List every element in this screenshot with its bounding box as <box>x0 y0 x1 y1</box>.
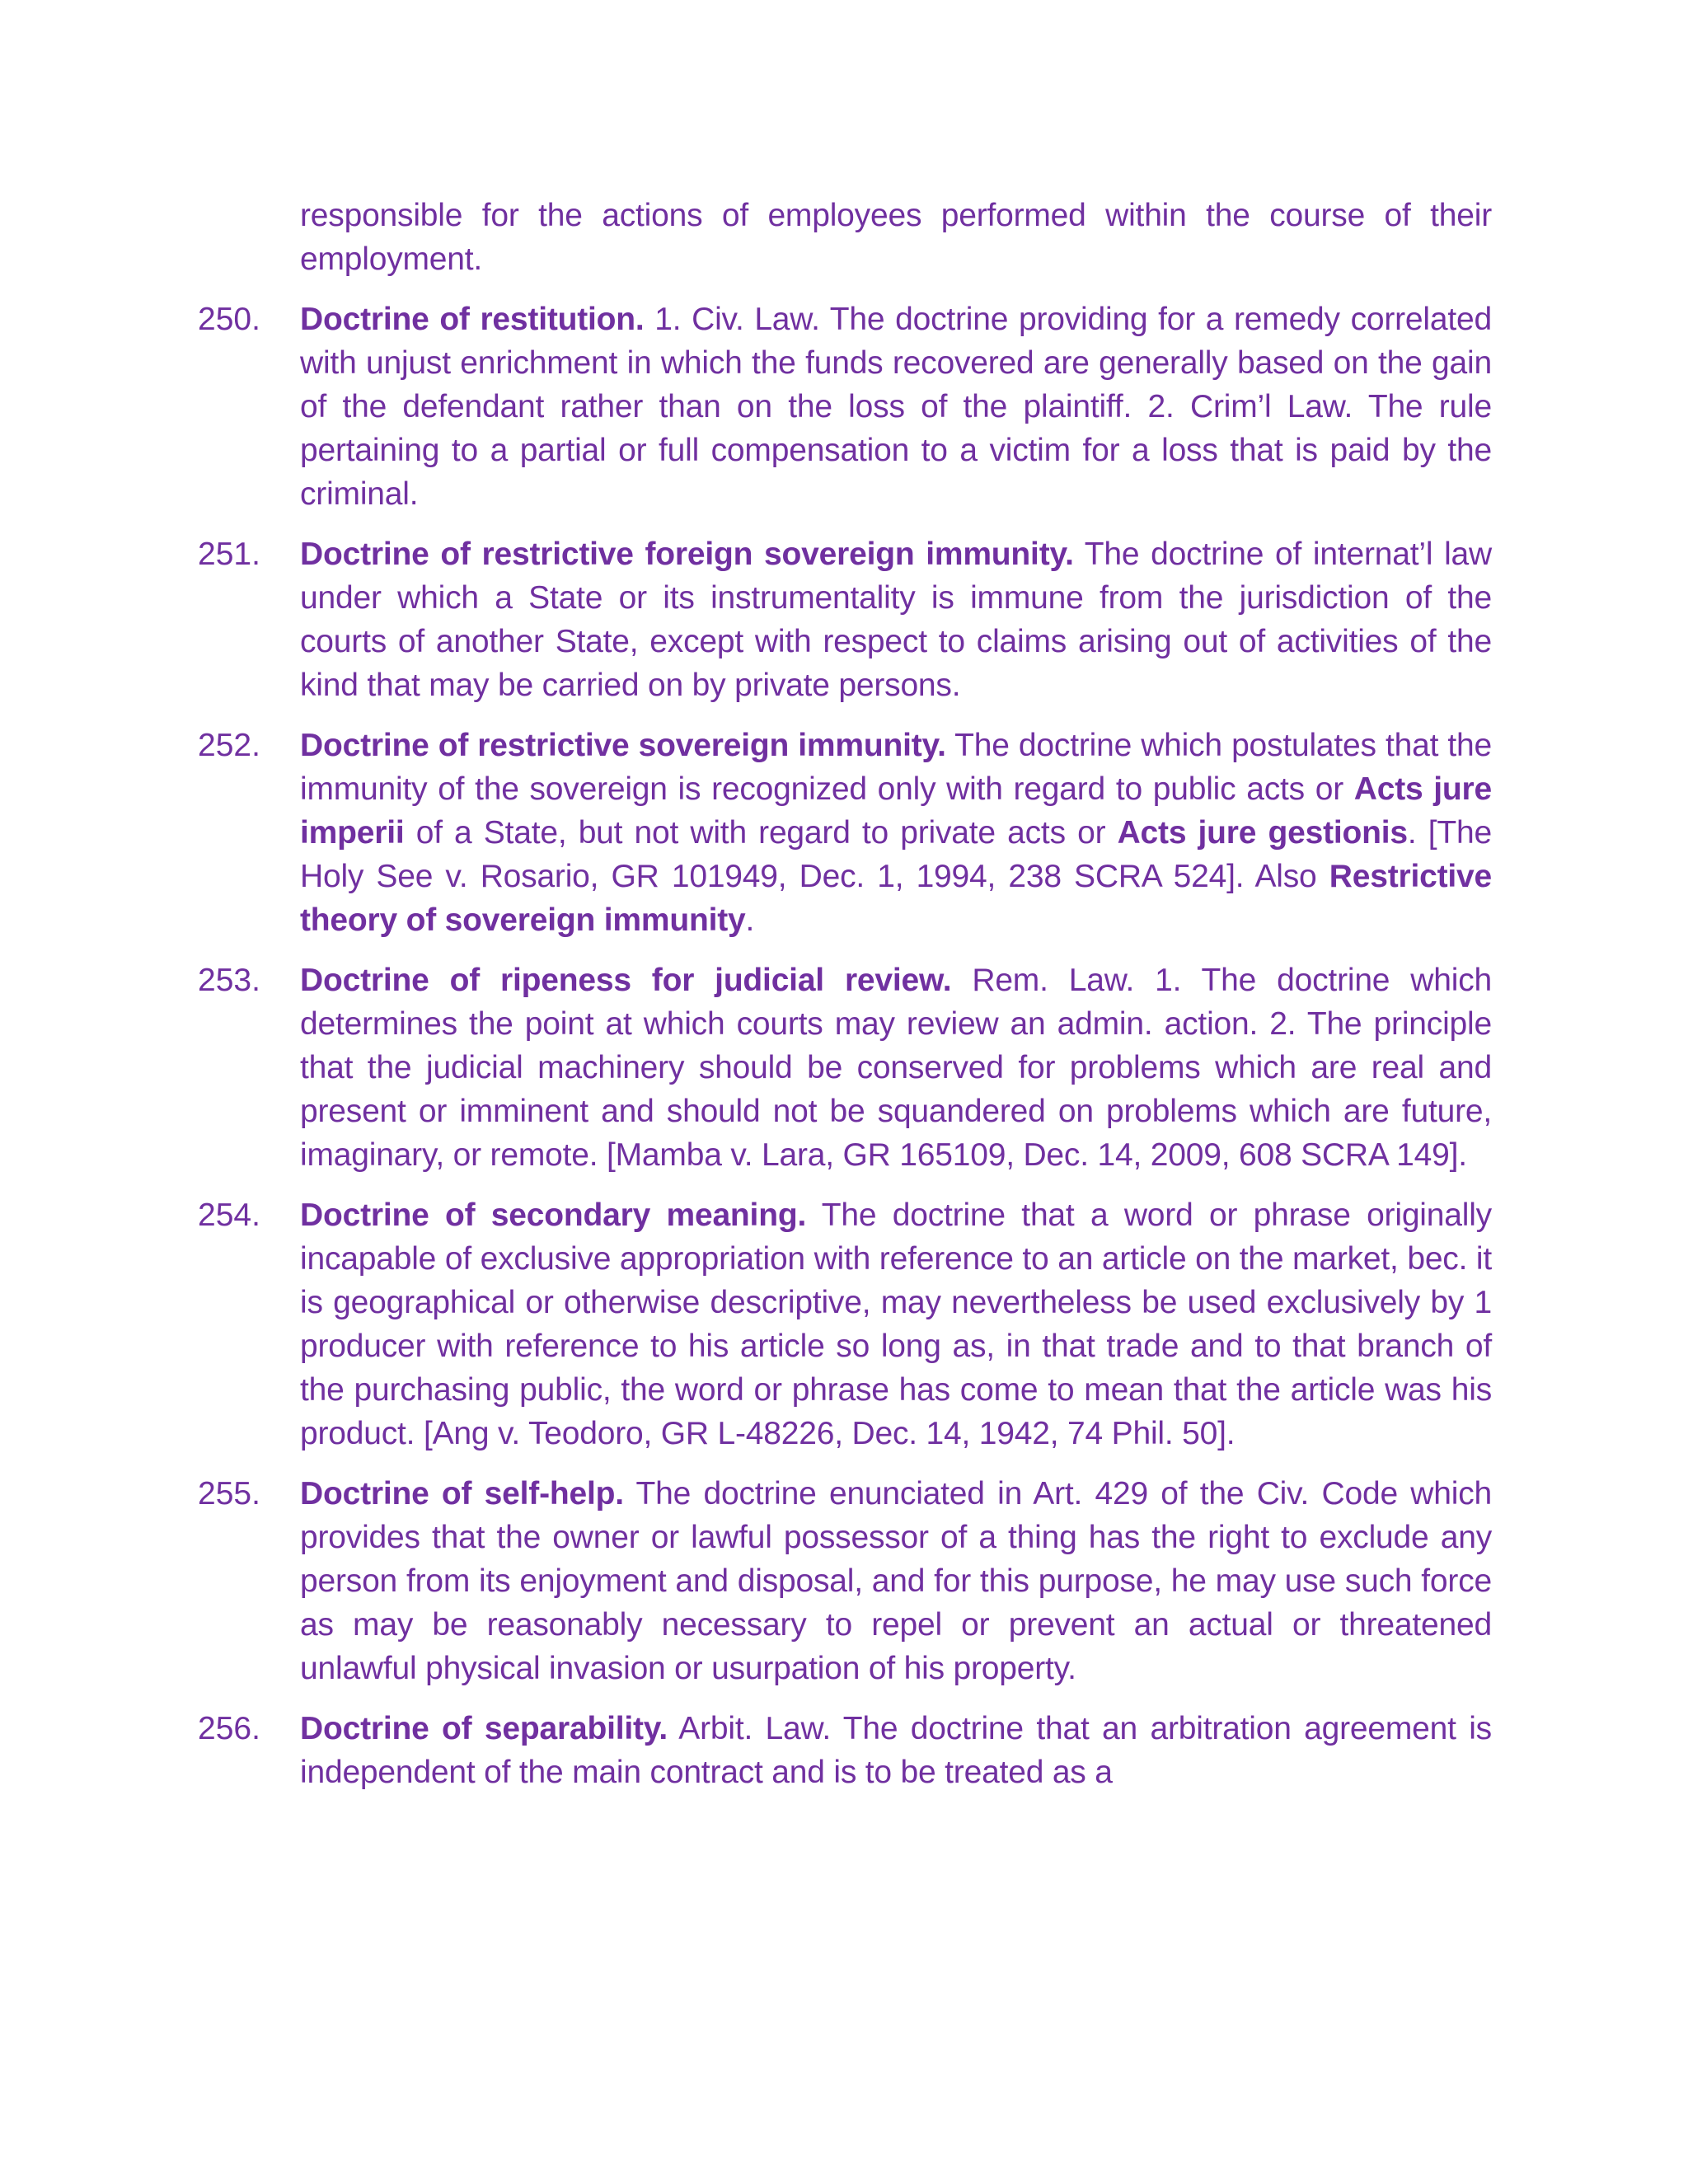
entry-number: 252. <box>198 728 260 763</box>
entry-definition: responsible for the actions of employees performed within the course of their employment. <box>300 198 1492 277</box>
glossary-entry-251 <box>198 532 1492 707</box>
glossary-entry-255 <box>198 1472 1492 1690</box>
entry-term: Doctrine of self-help. <box>300 1476 624 1511</box>
entry-term: Doctrine of restitution. <box>300 302 645 337</box>
glossary-entry-252 <box>198 724 1492 942</box>
entry-definition: The doctrine of internat’l law under which a State or its instrumentality is immune from the jurisdiction of the courts of another State, except with respect to claims arising out of activities of the kind that may be carried on by private persons. <box>300 537 1492 703</box>
entry-definition: The doctrine which postulates that the immunity of the sovereign is recognized only with regard to public acts or <box>300 728 1492 807</box>
entry-term: Doctrine of secondary meaning. <box>300 1197 807 1233</box>
entry-definition: The doctrine that a word or phrase originally incapable of exclusive appropriation with reference to an article on the market, bec. it is geographical or otherwise descriptive, may nevertheless be used exclusively by 1 producer with reference to his article so long as, in that trade and to that branch of the purchasing public, the word or phrase has come to mean that the article was his product. [Ang v. Teodoro, GR L-48226, Dec. 14, 1942, 74 Phil. 50]. <box>300 1197 1492 1451</box>
entry-text <box>300 724 1492 942</box>
entry-text <box>300 1707 1492 1794</box>
entry-text <box>300 194 1492 281</box>
glossary-entry-253 <box>198 958 1492 1177</box>
entry-text <box>300 1193 1492 1455</box>
entry-text <box>300 298 1492 516</box>
entry-text <box>300 958 1492 1177</box>
glossary-entry-250 <box>198 298 1492 516</box>
entry-number: 255. <box>198 1476 260 1511</box>
glossary-entry-continued <box>198 194 1492 281</box>
entry-definition: Rem. Law. 1. The doctrine which determines the point at which courts may review an admin. action. 2. The principle that the judicial machinery should be conserved for problems which are real and present or imminent and should not be squandered on problems which are future, imaginary, or remote. [Mamba v. Lara, GR 165109, Dec. 14, 2009, 608 SCRA 149]. <box>300 963 1493 1173</box>
entry-text <box>300 532 1492 707</box>
entry-definition: 1. Civ. Law. The doctrine providing for a remedy correlated with unjust enrichment in which the funds recovered are generally based on the gain of the defendant rather than on the loss of the plaintiff. 2. Crim’l Law. The rule pertaining to a partial or full compensation to a victim for a loss that is paid by the criminal. <box>300 302 1492 512</box>
glossary-entry-254 <box>198 1193 1492 1455</box>
entry-number: 254. <box>198 1197 260 1233</box>
entry-definition: Arbit. Law. The doctrine that an arbitration agreement is independent of the main contract and is to be treated as a <box>300 1711 1492 1790</box>
entry-definition: . [The Holy See v. Rosario, GR 101949, Dec. 1, 1994, 238 SCRA 524]. Also <box>300 815 1493 894</box>
cross-reference-term: Acts jure gestionis <box>1117 815 1408 851</box>
entry-term: Doctrine of restrictive sovereign immunity. <box>300 728 946 763</box>
entry-definition: of a State, but not with regard to private acts or <box>404 815 1118 851</box>
glossary-entry-256 <box>198 1707 1492 1794</box>
entry-number: 250. <box>198 302 260 337</box>
entry-term: Doctrine of ripeness for judicial review. <box>300 963 952 998</box>
entry-term: Doctrine of separability. <box>300 1711 668 1746</box>
entry-number: 253. <box>198 963 260 998</box>
entry-text <box>300 1472 1492 1690</box>
glossary-entries <box>198 194 1492 1811</box>
entry-definition: The doctrine enunciated in Art. 429 of the Civ. Code which provides that the owner or lawful possessor of a thing has the right to exclude any person from its enjoyment and disposal, and for this purpose, he may use such force as may be reasonably necessary to repel or prevent an actual or threatened unlawful physical invasion or usurpation of his property. <box>300 1476 1493 1686</box>
entry-definition: . <box>745 902 755 938</box>
entry-number: 251. <box>198 537 260 572</box>
entry-number: 256. <box>198 1711 260 1746</box>
cross-reference-term: Restrictive theory of sovereign immunity <box>300 859 1492 938</box>
entry-term: Doctrine of restrictive foreign sovereign immunity. <box>300 537 1074 572</box>
cross-reference-term: Acts jure imperii <box>300 771 1492 851</box>
